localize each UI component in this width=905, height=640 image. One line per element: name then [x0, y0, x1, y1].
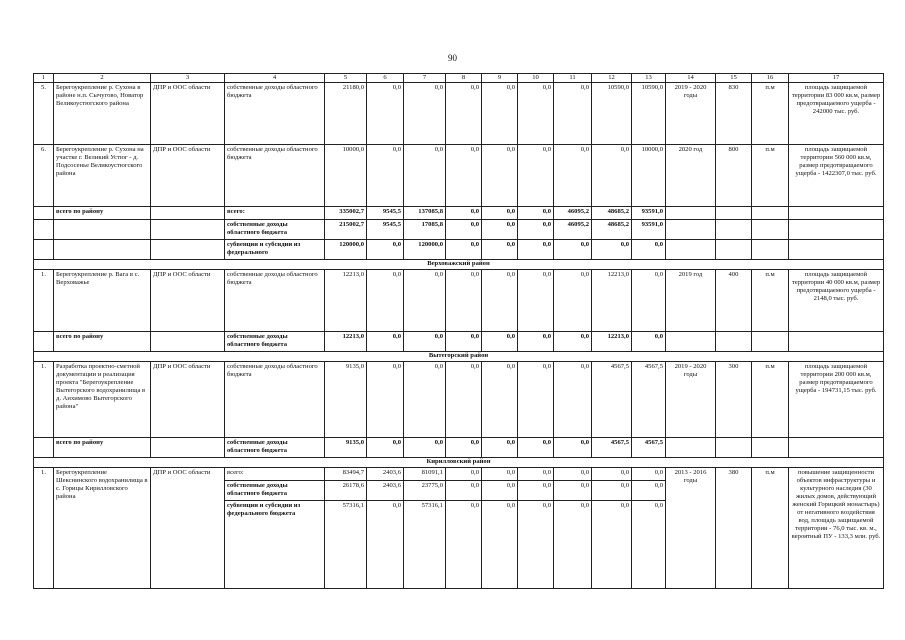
table-cell: 0,0	[482, 207, 518, 220]
table-cell: 0,0	[518, 240, 554, 260]
column-number-cell: 13	[632, 74, 666, 83]
table-cell: 10590,0	[632, 83, 666, 145]
table-cell	[666, 240, 716, 260]
table-cell	[666, 220, 716, 240]
table-cell	[666, 207, 716, 220]
table-cell: 0,0	[518, 332, 554, 352]
column-number-cell: 6	[367, 74, 404, 83]
table-cell: 380	[716, 468, 752, 589]
table-cell: собственные доходы областного бюджета	[225, 83, 325, 145]
table-cell: 10000,0	[325, 145, 367, 207]
table-cell: 0,0	[554, 438, 592, 458]
table-cell	[151, 240, 225, 260]
table-cell: 0,0	[446, 362, 482, 438]
table-cell: 21180,0	[325, 83, 367, 145]
table-cell: Берегоукрепление р. Сухона на участке г. Великий Устюг - д. Подсосенье Великоустюгского района	[54, 145, 151, 207]
table-cell	[34, 332, 54, 352]
table-cell: 0,0	[554, 362, 592, 438]
table-cell: 6.	[34, 145, 54, 207]
table-cell	[789, 438, 884, 458]
table-cell: собственные доходы областного бюджета	[225, 145, 325, 207]
table-row	[34, 270, 884, 332]
table-cell: 93591,0	[632, 220, 666, 240]
table-cell	[34, 438, 54, 458]
table-cell: 10000,0	[632, 145, 666, 207]
table-cell: 0,0	[518, 362, 554, 438]
table-cell: 0,0	[518, 145, 554, 207]
district-total-row	[34, 207, 884, 220]
table-row	[34, 83, 884, 145]
column-number-cell: 8	[446, 74, 482, 83]
table-cell: 0,0	[592, 501, 632, 589]
table-cell: 0,0	[446, 468, 482, 481]
page-number: 90	[448, 53, 457, 63]
table-cell	[54, 240, 151, 260]
table-cell	[752, 332, 789, 352]
table-cell: 0,0	[446, 332, 482, 352]
table-cell: 4567,5	[592, 438, 632, 458]
table-cell	[716, 332, 752, 352]
table-cell: 2013 - 2016 годы	[666, 468, 716, 589]
table-cell: Разработка проектно-сметной документации и реализация проекта "Берегоукрепление Вытегорского водохранилища в д. Анхимово Вытегорского района"	[54, 362, 151, 438]
table-cell: 57316,1	[404, 501, 446, 589]
table-cell: 0,0	[632, 468, 666, 481]
table-cell: 9545,5	[367, 207, 404, 220]
table-cell: всего по району	[54, 438, 151, 458]
table-cell: 4567,5	[632, 362, 666, 438]
table-cell	[716, 207, 752, 220]
table-cell: 0,0	[554, 145, 592, 207]
table-cell: 0,0	[367, 362, 404, 438]
table-cell: 0,0	[446, 145, 482, 207]
table-cell	[716, 240, 752, 260]
table-cell: 0,0	[632, 501, 666, 589]
table-cell: собственные доходы областного бюджета	[225, 438, 325, 458]
table-cell: 4567,5	[632, 438, 666, 458]
table-cell: ДПР и ООС области	[151, 83, 225, 145]
table-cell: 0,0	[404, 145, 446, 207]
table-cell	[151, 220, 225, 240]
table-row	[34, 362, 884, 438]
table-cell: 2403,6	[367, 468, 404, 481]
table-row	[34, 145, 884, 207]
district-total-row	[34, 240, 884, 260]
table-cell: Берегоукрепление Шекснинского водохранилища в с. Горицы Кирилловского района	[54, 468, 151, 589]
district-header-row	[34, 352, 884, 362]
table-cell: 0,0	[554, 83, 592, 145]
table-cell: 0,0	[482, 481, 518, 501]
column-number-cell: 16	[752, 74, 789, 83]
table-cell: 0,0	[404, 270, 446, 332]
table-cell: субвенции и субсидии из федерального бюджета	[225, 501, 325, 589]
table-cell: 0,0	[518, 220, 554, 240]
table-cell: 800	[716, 145, 752, 207]
table-cell: собственные доходы областного бюджета	[225, 481, 325, 501]
table-cell: 10590,0	[592, 83, 632, 145]
table-cell: 0,0	[518, 83, 554, 145]
column-number-cell: 10	[518, 74, 554, 83]
table-cell: 0,0	[482, 362, 518, 438]
table-cell: 0,0	[482, 145, 518, 207]
table-cell: ДПР и ООС области	[151, 468, 225, 589]
table-cell: 17085,8	[404, 220, 446, 240]
table-cell: 0,0	[482, 220, 518, 240]
table-cell: 12213,0	[325, 270, 367, 332]
table-cell: 2019 год	[666, 270, 716, 332]
table-cell: 48685,2	[592, 220, 632, 240]
table-cell: 0,0	[482, 83, 518, 145]
district-header-row	[34, 458, 884, 468]
district-name: Верховажский район	[34, 260, 884, 270]
table-cell	[34, 207, 54, 220]
table-cell: 0,0	[446, 438, 482, 458]
table-cell: 0,0	[554, 332, 592, 352]
table-cell: 0,0	[446, 240, 482, 260]
table-cell: 48685,2	[592, 207, 632, 220]
table-cell: п.м	[752, 468, 789, 589]
table-cell: 2403,6	[367, 481, 404, 501]
table-cell: 0,0	[367, 145, 404, 207]
table-cell: п.м	[752, 270, 789, 332]
table-cell: 4567,5	[592, 362, 632, 438]
table-cell: субвенции и субсидии из федерального	[225, 240, 325, 260]
table-cell: 9545,5	[367, 220, 404, 240]
table-cell: всего:	[225, 468, 325, 481]
table-cell: 0,0	[367, 83, 404, 145]
district-total-row	[34, 332, 884, 352]
table-cell: собственные доходы областного бюджета	[225, 362, 325, 438]
table-cell: 0,0	[554, 501, 592, 589]
table-cell	[151, 207, 225, 220]
column-number-cell: 15	[716, 74, 752, 83]
column-number-cell: 14	[666, 74, 716, 83]
table-cell: 0,0	[554, 270, 592, 332]
table-cell: 1.	[34, 362, 54, 438]
table-cell: собственные доходы областного бюджета	[225, 332, 325, 352]
table-cell: п.м	[752, 362, 789, 438]
table-cell: 300	[716, 362, 752, 438]
table-cell: 0,0	[404, 83, 446, 145]
table-cell: 400	[716, 270, 752, 332]
table-cell	[151, 332, 225, 352]
table-cell: 12213,0	[592, 332, 632, 352]
district-name: Кирилловский район	[34, 458, 884, 468]
table-cell	[666, 332, 716, 352]
table-cell: 46095,2	[554, 207, 592, 220]
table-cell: 0,0	[592, 468, 632, 481]
table-cell: п.м	[752, 83, 789, 145]
table-cell: всего:	[225, 207, 325, 220]
table-cell	[54, 220, 151, 240]
table-cell	[789, 332, 884, 352]
table-cell: 2019 - 2020 годы	[666, 83, 716, 145]
column-number-cell: 9	[482, 74, 518, 83]
table-cell	[34, 240, 54, 260]
table-cell	[752, 207, 789, 220]
district-header-row	[34, 260, 884, 270]
table-cell	[789, 220, 884, 240]
table-cell: площадь защищаемой территории 83 000 кв.м, размер предотвращаемого ущерба - 242000 тыс. руб.	[789, 83, 884, 145]
table-cell: 0,0	[632, 481, 666, 501]
table-cell: 0,0	[367, 501, 404, 589]
table-cell: всего по району	[54, 207, 151, 220]
table-cell: 83494,7	[325, 468, 367, 481]
table-cell: 0,0	[446, 270, 482, 332]
table-cell: 137085,8	[404, 207, 446, 220]
column-number-cell: 3	[151, 74, 225, 83]
column-number-row	[34, 74, 884, 83]
table-cell: 0,0	[632, 270, 666, 332]
table-cell: 26178,6	[325, 481, 367, 501]
table-cell: 0,0	[367, 240, 404, 260]
table-cell: 57316,1	[325, 501, 367, 589]
table-cell: 46095,2	[554, 220, 592, 240]
table-cell	[752, 438, 789, 458]
table-cell	[716, 438, 752, 458]
table-cell	[752, 240, 789, 260]
table-cell: площадь защищаемой территории 200 000 кв.м, размер предотвращаемого ущерба - 194731,15 тыс. руб.	[789, 362, 884, 438]
table-cell: 0,0	[446, 501, 482, 589]
column-number-cell: 12	[592, 74, 632, 83]
column-number-cell: 2	[54, 74, 151, 83]
table-cell: 0,0	[632, 332, 666, 352]
table-cell: 120000,0	[325, 240, 367, 260]
table-cell: 120000,0	[404, 240, 446, 260]
table-cell: 0,0	[446, 207, 482, 220]
table-row	[34, 468, 884, 481]
table-cell: Берегоукрепление р. Вага в с. Верховажье	[54, 270, 151, 332]
table-cell: 0,0	[446, 83, 482, 145]
table-cell: 0,0	[554, 481, 592, 501]
table-cell: 0,0	[482, 270, 518, 332]
table-cell: 1.	[34, 468, 54, 589]
table-cell: 0,0	[404, 362, 446, 438]
table-cell: 0,0	[518, 468, 554, 481]
table-cell: 2019 - 2020 годы	[666, 362, 716, 438]
table-cell: 215002,7	[325, 220, 367, 240]
table-cell: 0,0	[518, 501, 554, 589]
table-cell: 0,0	[482, 468, 518, 481]
table-cell: 0,0	[518, 438, 554, 458]
table-cell: 0,0	[632, 240, 666, 260]
table-cell: 0,0	[404, 438, 446, 458]
table-cell: 0,0	[518, 207, 554, 220]
table-cell	[789, 240, 884, 260]
district-total-row	[34, 438, 884, 458]
table-cell: 23775,0	[404, 481, 446, 501]
table-cell: 0,0	[446, 220, 482, 240]
table-cell: 0,0	[518, 481, 554, 501]
column-number-cell: 1	[34, 74, 54, 83]
table-cell: 5.	[34, 83, 54, 145]
column-number-cell: 7	[404, 74, 446, 83]
table-cell: 0,0	[592, 145, 632, 207]
table-cell: 0,0	[554, 468, 592, 481]
table-cell: ДПР и ООС области	[151, 362, 225, 438]
table-cell: 0,0	[367, 438, 404, 458]
table-cell: 0,0	[367, 332, 404, 352]
table-cell: повышение защищенности объектов инфраструктуры и культурного наследия (30 жилых домов, действующий женский Горицкий монастырь) от негативного воздействия вод, площадь защищаемой территории - 76,0 тыс. кв. м., вероятный ПУ - 133,3 млн. руб.	[789, 468, 884, 589]
table-cell: 0,0	[367, 270, 404, 332]
table-cell	[789, 207, 884, 220]
column-number-cell: 5	[325, 74, 367, 83]
table-cell: 12213,0	[325, 332, 367, 352]
district-name: Вытегорский район	[34, 352, 884, 362]
table-cell: 830	[716, 83, 752, 145]
table-cell	[716, 220, 752, 240]
table-cell: 9135,0	[325, 438, 367, 458]
table-cell: 0,0	[482, 438, 518, 458]
column-number-cell: 17	[789, 74, 884, 83]
program-table	[33, 73, 884, 589]
table-cell: площадь защищаемой территории 40 000 кв.м, размер предотвращаемого ущерба - 2148,0 тыс. руб.	[789, 270, 884, 332]
table-cell: 0,0	[592, 240, 632, 260]
table-cell: собственные доходы областного бюджета	[225, 220, 325, 240]
table-cell: собственные доходы областного бюджета	[225, 270, 325, 332]
table-cell: Берегоукрепление р. Сухона в районе н.п. Сычугово, Новатор Великоустюгского района	[54, 83, 151, 145]
table-cell: площадь защищаемой территории 560 000 кв.м, размер предотвращаемого ущерба - 1422307,0 тыс. руб.	[789, 145, 884, 207]
table-cell: 0,0	[482, 240, 518, 260]
table-cell: 9135,0	[325, 362, 367, 438]
table-cell	[151, 438, 225, 458]
table-cell: 0,0	[404, 332, 446, 352]
table-cell: 93591,0	[632, 207, 666, 220]
table-cell: п.м	[752, 145, 789, 207]
district-total-row	[34, 220, 884, 240]
column-number-cell: 4	[225, 74, 325, 83]
table-cell: 0,0	[446, 481, 482, 501]
table-cell: 0,0	[518, 270, 554, 332]
table-cell: 335002,7	[325, 207, 367, 220]
column-number-cell: 11	[554, 74, 592, 83]
table-cell: 0,0	[482, 501, 518, 589]
table-cell: 81091,1	[404, 468, 446, 481]
table-cell: ДПР и ООС области	[151, 270, 225, 332]
table-cell: ДПР и ООС области	[151, 145, 225, 207]
table-cell	[752, 220, 789, 240]
table-cell	[34, 220, 54, 240]
table-cell: 0,0	[592, 481, 632, 501]
table-cell: 12213,0	[592, 270, 632, 332]
table-cell: 2020 год	[666, 145, 716, 207]
table-cell: 0,0	[554, 240, 592, 260]
table-cell: 1.	[34, 270, 54, 332]
table-cell	[666, 438, 716, 458]
table-cell: всего по району	[54, 332, 151, 352]
table-cell: 0,0	[482, 332, 518, 352]
